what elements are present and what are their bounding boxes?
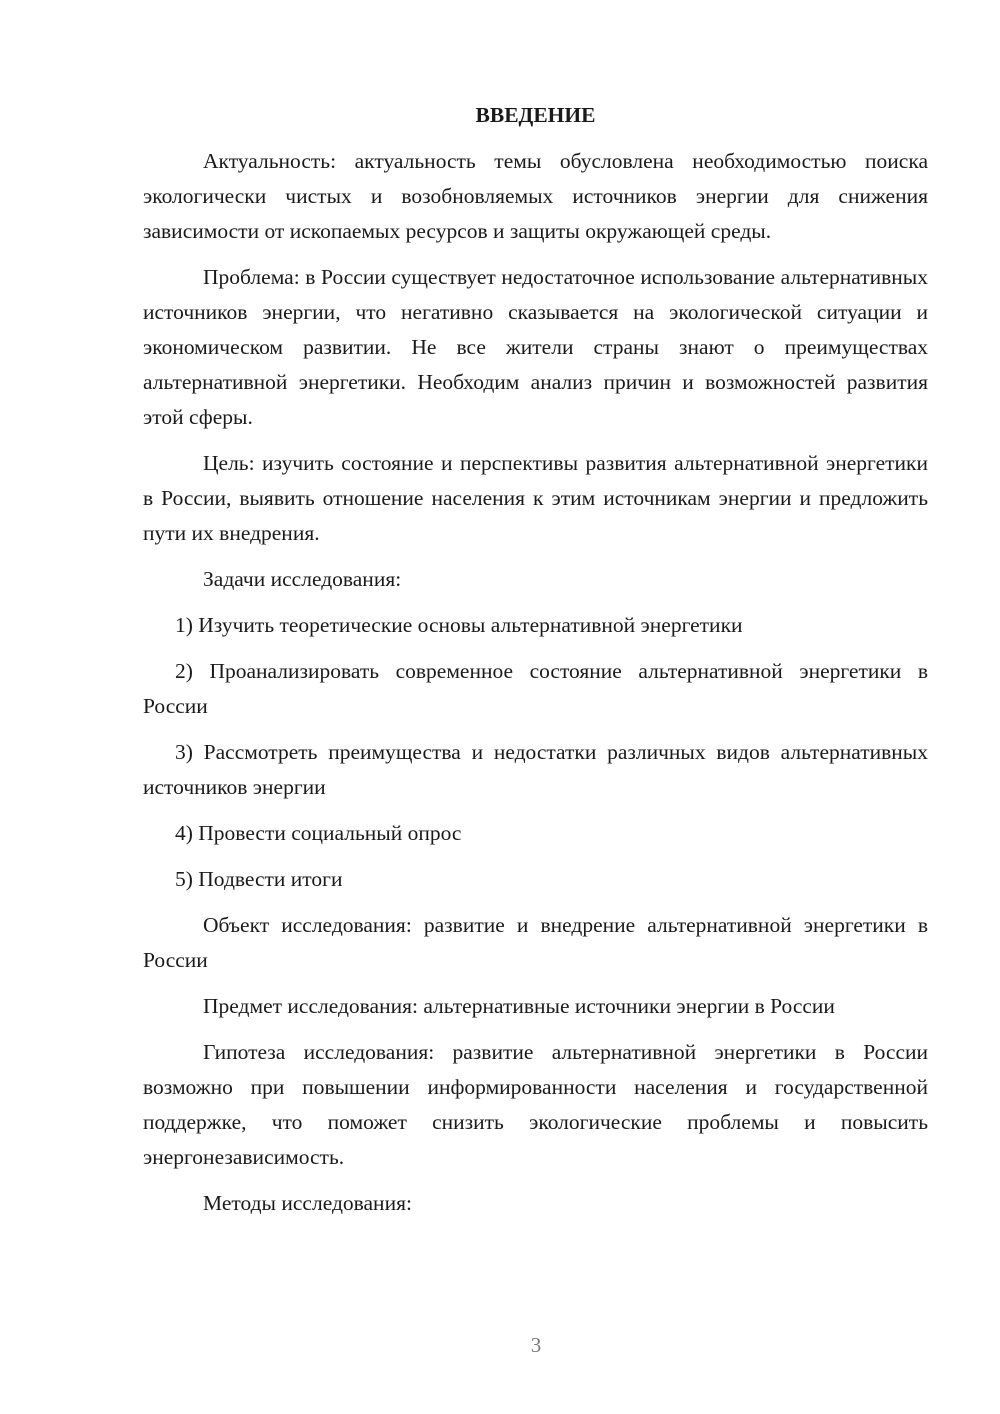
task-item-5: 5) Подвести итоги — [175, 867, 343, 891]
object-paragraph: Объект исследования: развитие и внедрение альтернативной энергетики в России — [143, 913, 928, 972]
tasks-heading: Задачи исследования: — [203, 567, 402, 591]
section-title: ВВЕДЕНИЕ — [475, 103, 596, 127]
task-item-2: 2) Проанализировать современное состояние альтернативной энергетики в России — [143, 659, 928, 718]
hypothesis-paragraph: Гипотеза исследования: развитие альтернативной энергетики в России возможно при повышении информированности населения и государственной поддержке, что поможет снизить экологические проблемы и повысить энергонезависимость. — [143, 1040, 928, 1169]
goal-paragraph: Цель: изучить состояние и перспективы развития альтернативной энергетики в России, выявить отношение населения к этим источникам энергии и предложить пути их внедрения. — [143, 451, 928, 545]
relevance-paragraph: Актуальность: актуальность темы обусловлена необходимостью поиска экологически чистых и возобновляемых источников энергии для снижения зависимости от ископаемых ресурсов и защиты окружающей среды. — [143, 149, 928, 243]
task-item-4: 4) Провести социальный опрос — [175, 821, 462, 845]
task-item-1: 1) Изучить теоретические основы альтернативной энергетики — [175, 613, 743, 637]
task-item-3: 3) Рассмотреть преимущества и недостатки различных видов альтернативных источников энергии — [143, 740, 928, 799]
problem-paragraph: Проблема: в России существует недостаточное использование альтернативных источников энергии, что негативно сказывается на экологической ситуации и экономическом развитии. Не все жители страны знают о преимуществах альтернативной энергетики. Необходим анализ причин и возможностей развития этой сферы. — [143, 265, 928, 429]
document-page — [143, 98, 928, 1232]
methods-heading: Методы исследования: — [203, 1191, 412, 1215]
subject-paragraph: Предмет исследования: альтернативные источники энергии в России — [203, 994, 835, 1018]
page-number: 3 — [530, 1333, 542, 1357]
